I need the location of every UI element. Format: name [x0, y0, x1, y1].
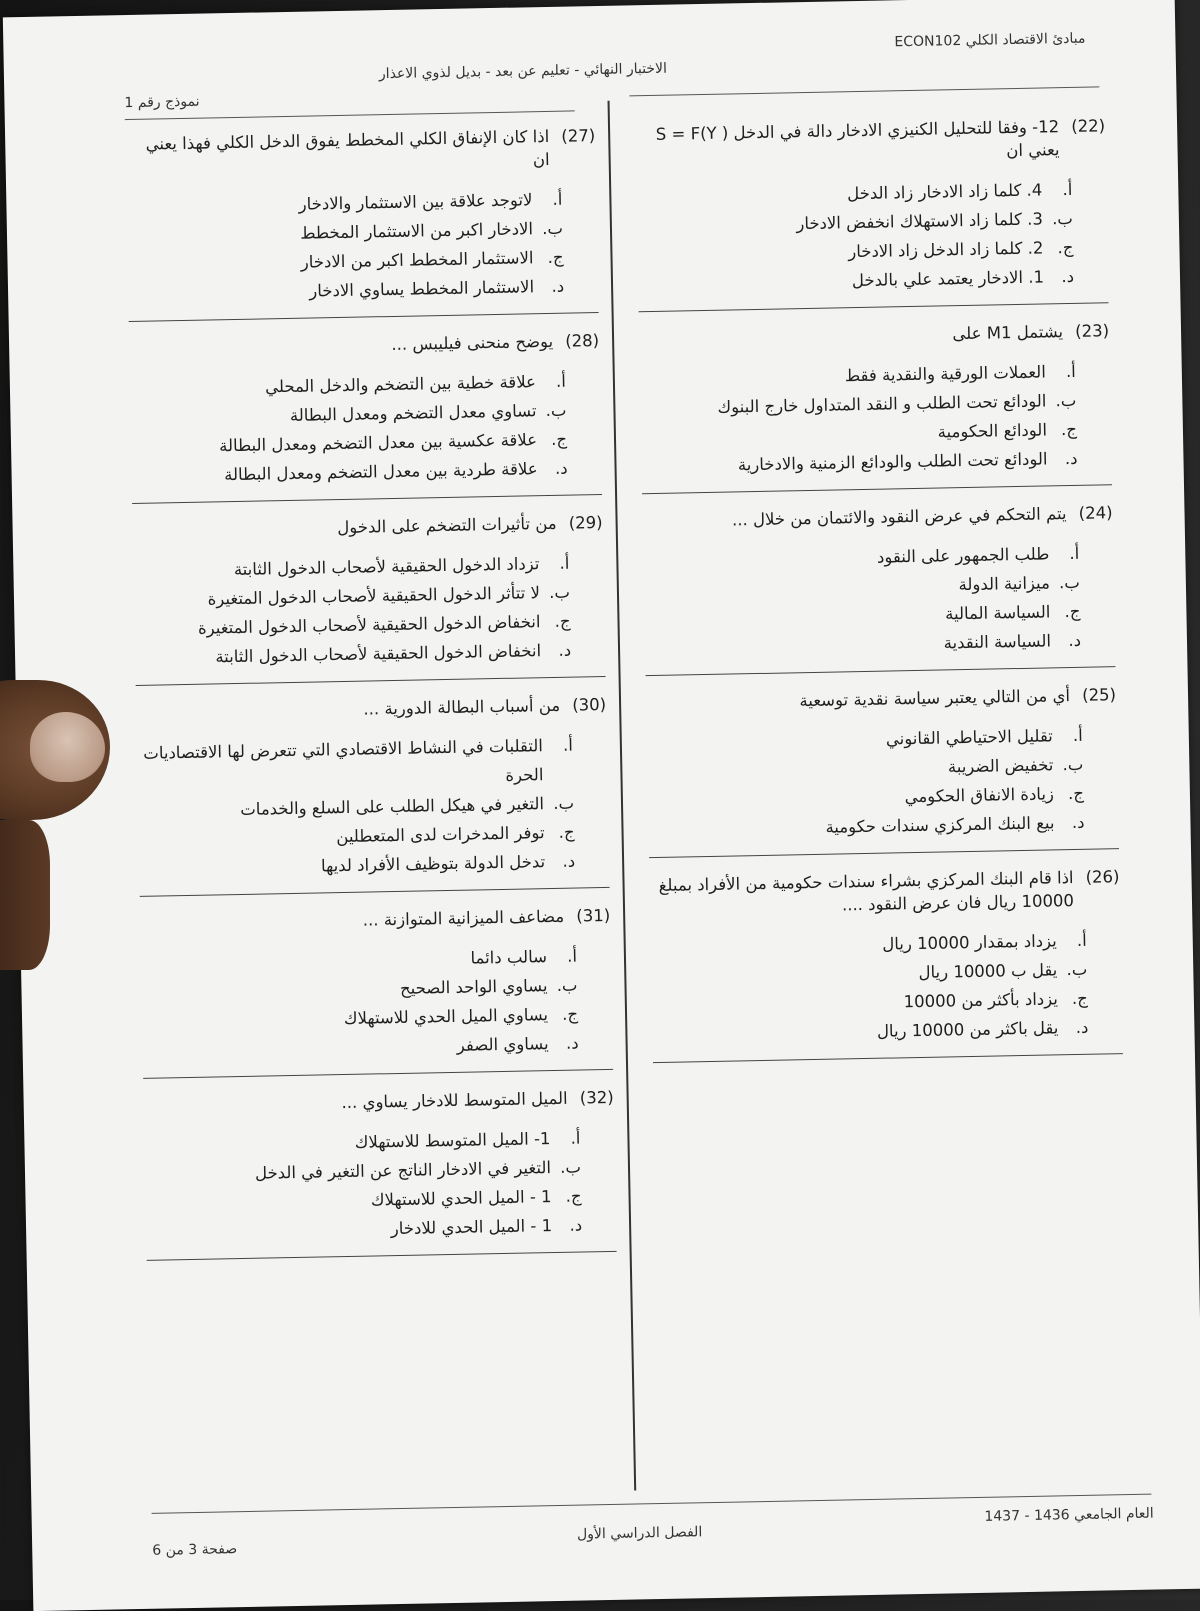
- option-text: السياسة المالية: [944, 602, 1051, 624]
- option-text: توفر المدخرات لدى المتعطلين: [336, 823, 545, 847]
- exam-title: الاختبار النهائي - تعليم عن بعد - بديل لذوي الاعذار: [378, 60, 668, 83]
- question-separator: [129, 312, 599, 322]
- option-letter: د.: [569, 1215, 583, 1235]
- option-letter: د.: [1071, 812, 1085, 833]
- option-letter: أ.: [555, 371, 567, 391]
- question-separator: [646, 666, 1116, 676]
- option-text: يساوي الميل الحدي للاستهلاك: [343, 1005, 549, 1029]
- model-number: نموذج رقم 1: [124, 93, 200, 112]
- option-letter: ج.: [554, 611, 571, 631]
- question-number: (28): [565, 331, 600, 351]
- question-separator: [653, 1053, 1123, 1063]
- option-letter: ب.: [545, 400, 567, 421]
- semester-label: الفصل الدراسي الأول: [576, 1524, 703, 1543]
- question-block: [132, 511, 605, 686]
- answer-options: [643, 538, 1115, 663]
- option-letter: د.: [1064, 448, 1078, 469]
- option-text: انخفاض الدخول الحقيقية لأصحاب الدخول المتغيرة: [197, 612, 541, 638]
- question-text: يتم التحكم في عرض النقود والائتمان من خلال ...: [731, 504, 1067, 530]
- option-text: الادخار اكبر من الاستثمار المخطط: [300, 219, 534, 243]
- option-letter: أ.: [552, 189, 563, 209]
- question-title: [649, 865, 1120, 920]
- question-title: [125, 124, 596, 179]
- option-letter: أ.: [562, 735, 574, 755]
- course-title: مبادئ الاقتصاد الكلي ECON102: [894, 30, 1086, 51]
- answer-options: [144, 1123, 616, 1248]
- question-text: اذا قام البنك المركزي بشراء سندات حكومية من الأفراد بمبلغ 10000 ريال فان عرض النقود ....: [658, 868, 1075, 915]
- option-text: علاقة طردية بين معدل التضخم ومعدل البطالة: [223, 459, 538, 485]
- option-letter: أ.: [1069, 543, 1080, 564]
- option-letter: ج.: [550, 429, 568, 449]
- answer-options: [130, 366, 602, 491]
- question-block: [136, 693, 610, 897]
- option-text: بيع البنك المركزي سندات حكومية: [825, 813, 1055, 837]
- question-number: (30): [572, 694, 607, 715]
- option-text: ميزانية الدولة: [958, 573, 1051, 595]
- question-title: [140, 904, 610, 936]
- question-title: [132, 511, 602, 543]
- option-text: 4. كلما زاد الادخار زاد الدخل: [846, 180, 1043, 204]
- question-number: (32): [579, 1087, 614, 1108]
- page-number: صفحة 3 من 6: [152, 1541, 238, 1559]
- thumbnail: [30, 712, 105, 782]
- option-letter: ج.: [1064, 601, 1081, 622]
- option-letter: ب.: [1055, 390, 1077, 411]
- option-text: تقليل الاحتياطي القانوني: [885, 726, 1053, 749]
- question-separator: [147, 1251, 617, 1261]
- option-text: التقلبات في النشاط الاقتصادي التي تتعرض لها الاقتصاديات الحرة: [143, 736, 544, 785]
- header-rule-right: [629, 86, 1099, 96]
- question-title: [646, 683, 1116, 715]
- option-letter: ج.: [558, 822, 575, 842]
- question-text: اذا كان الإنفاق الكلي المخطط يفوق الدخل الكلي فهذا يعني ان: [145, 126, 550, 170]
- option-text: 1 - الميل الحدي للاستهلاك: [370, 1187, 552, 1210]
- option-text: علاقة خطية بين التضخم والدخل المحلي: [264, 372, 537, 397]
- question-number: (29): [568, 512, 603, 533]
- question-number: (26): [1085, 867, 1120, 887]
- question-separator: [649, 848, 1119, 858]
- question-separator: [140, 887, 610, 897]
- option-text: انخفاض الدخول الحقيقية لأصحاب الدخول الثابتة: [215, 641, 542, 667]
- option-letter: ب.: [1051, 208, 1074, 229]
- question-text: أي من التالي يعتبر سياسة نقدية توسعية: [799, 686, 1071, 711]
- option-text: السياسة النقدية: [943, 631, 1052, 653]
- option-letter: أ.: [570, 1128, 581, 1148]
- question-separator: [639, 302, 1109, 312]
- option-letter: أ.: [1072, 725, 1083, 745]
- question-text: مضاعف الميزانية المتوازنة ...: [362, 906, 565, 930]
- question-text: الميل المتوسط للادخار يساوي ...: [341, 1088, 568, 1113]
- option-text: تساوي معدل التضخم ومعدل البطالة: [289, 401, 537, 425]
- option-text: العملات الورقية والنقدية فقط: [844, 362, 1046, 386]
- question-block: [639, 319, 1112, 494]
- question-text: من تأثيرات التضخم على الدخول: [337, 513, 557, 538]
- question-separator: [143, 1069, 613, 1079]
- question-text: يشتمل M1 على: [952, 322, 1064, 344]
- exam-paper: [3, 0, 1200, 1611]
- option-text: لاتوجد علاقة بين الاستثمار والادخار: [298, 190, 533, 214]
- option-text: الودائع الحكومية: [937, 420, 1048, 442]
- question-title: [136, 693, 606, 725]
- answer-options: [141, 941, 613, 1066]
- option-text: زيادة الانفاق الحكومي: [904, 784, 1055, 807]
- question-separator: [642, 484, 1112, 494]
- question-text: 12- وفقا للتحليل الكنيزي الادخار دالة في الدخل ( S = F(Y يعني ان: [655, 117, 1060, 161]
- answer-options: [133, 548, 605, 673]
- option-letter: ج.: [1057, 237, 1074, 258]
- question-block: [125, 124, 599, 322]
- option-letter: ج.: [565, 1186, 582, 1206]
- option-text: الودائع تحت الطلب والودائع الزمنية والادخارية: [737, 449, 1048, 475]
- option-letter: ب.: [1062, 754, 1084, 775]
- option-letter: ب.: [560, 1157, 582, 1177]
- answer-options: [651, 925, 1123, 1050]
- option-letter: ج.: [1067, 783, 1085, 804]
- option-letter: د.: [562, 851, 576, 871]
- option-letter: ب.: [548, 582, 571, 603]
- question-number: (25): [1081, 685, 1117, 705]
- question-separator: [136, 676, 606, 686]
- option-letter: د.: [558, 640, 572, 660]
- option-text: الاستثمار المخطط يساوي الادخار: [309, 277, 535, 301]
- question-title: [642, 501, 1112, 533]
- answer-options: [126, 184, 598, 309]
- option-text: 3. كلما زاد الاستهلاك انخفض الادخار: [796, 209, 1044, 234]
- answer-option: [137, 731, 574, 797]
- question-number: (23): [1074, 321, 1110, 341]
- answer-options: [137, 730, 610, 884]
- option-text: سالب دائما: [470, 947, 548, 968]
- option-letter: د.: [551, 276, 565, 296]
- option-text: تدخل الدولة بتوظيف الأفراد لديها: [320, 852, 546, 876]
- right-column: [635, 114, 1123, 1079]
- option-text: يزداد بأكثر من 10000: [903, 989, 1059, 1012]
- answer-options: [647, 720, 1119, 845]
- question-block: [635, 114, 1109, 312]
- option-text: طلب الجمهور على النقود: [876, 544, 1050, 567]
- question-number: (31): [576, 905, 611, 926]
- option-letter: ب.: [556, 975, 578, 995]
- option-text: تخفيض الضريبة: [947, 755, 1054, 777]
- option-text: يساوي الواحد الصحيح: [399, 976, 548, 998]
- question-title: [639, 319, 1109, 351]
- option-letter: د.: [554, 458, 568, 478]
- question-number: (24): [1078, 503, 1113, 523]
- option-text: 2. كلما زاد الدخل زاد الادخار: [848, 238, 1044, 262]
- option-text: يساوي الصفر: [456, 1034, 549, 1055]
- question-block: [129, 329, 602, 504]
- option-text: علاقة عكسية بين معدل التضخم ومعدل البطالة: [218, 430, 538, 456]
- question-block: [649, 865, 1123, 1063]
- option-letter: ب.: [1058, 572, 1081, 593]
- option-text: 1 - الميل الحدي للادخار: [390, 1216, 553, 1239]
- option-text: 1- الميل المتوسط للاستهلاك: [354, 1129, 551, 1152]
- option-letter: د.: [1068, 630, 1082, 651]
- option-text: لا تتأثر الدخول الحقيقية لأصحاب الدخول المتغيرة: [207, 583, 541, 609]
- option-letter: ج.: [1060, 419, 1078, 440]
- option-letter: ج.: [1071, 988, 1089, 1009]
- option-letter: أ.: [566, 946, 578, 966]
- question-block: [140, 904, 613, 1079]
- answer-options: [636, 174, 1108, 299]
- header-rule-left: [125, 110, 575, 120]
- option-letter: د.: [565, 1033, 579, 1053]
- question-block: [144, 1086, 617, 1261]
- question-title: [129, 329, 599, 361]
- answer-options: [640, 356, 1112, 481]
- option-letter: ب.: [541, 218, 564, 239]
- question-title: [635, 114, 1106, 169]
- option-text: يقل ب 10000 ريال: [918, 960, 1058, 982]
- option-letter: أ.: [1062, 179, 1073, 200]
- question-block: [642, 501, 1115, 676]
- question-text: يوضح منحنى فيليبس ...: [391, 331, 554, 354]
- option-letter: أ.: [1065, 361, 1076, 382]
- option-text: الاستثمار المخطط اكبر من الادخار: [300, 248, 534, 272]
- question-block: [646, 683, 1119, 858]
- option-letter: ج.: [561, 1004, 579, 1024]
- option-letter: ج.: [547, 247, 564, 267]
- option-letter: ب.: [1066, 959, 1088, 980]
- option-text: التغير في الادخار الناتج عن التغير في الدخل: [254, 1158, 552, 1183]
- option-text: تزداد الدخول الحقيقية لأصحاب الدخول الثابتة: [233, 554, 540, 580]
- option-letter: د.: [1075, 1017, 1089, 1037]
- option-text: 1. الادخار يعتمد علي بالدخل: [851, 267, 1045, 291]
- question-text: من أسباب البطالة الدورية ...: [363, 695, 561, 719]
- option-letter: د.: [1061, 266, 1075, 287]
- holding-hand: [0, 820, 50, 970]
- column-divider: [608, 101, 637, 1491]
- option-text: يزداد بمقدار 10000 ريال: [882, 931, 1057, 954]
- question-number: (22): [1071, 116, 1106, 136]
- question-number: (27): [561, 126, 596, 146]
- option-text: التغير في هيكل الطلب على السلع والخدمات: [240, 794, 545, 819]
- question-title: [144, 1086, 614, 1118]
- option-letter: أ.: [1076, 930, 1087, 950]
- option-letter: ب.: [553, 793, 575, 813]
- option-text: الودائع تحت الطلب و النقد المتداول خارج البنوك: [717, 391, 1047, 417]
- academic-year: العام الجامعي 1436 - 1437: [984, 1505, 1154, 1525]
- option-letter: أ.: [559, 553, 570, 573]
- question-separator: [132, 494, 602, 504]
- option-text: يقل باكثر من 10000 ريال: [876, 1018, 1059, 1041]
- left-column: [125, 124, 617, 1277]
